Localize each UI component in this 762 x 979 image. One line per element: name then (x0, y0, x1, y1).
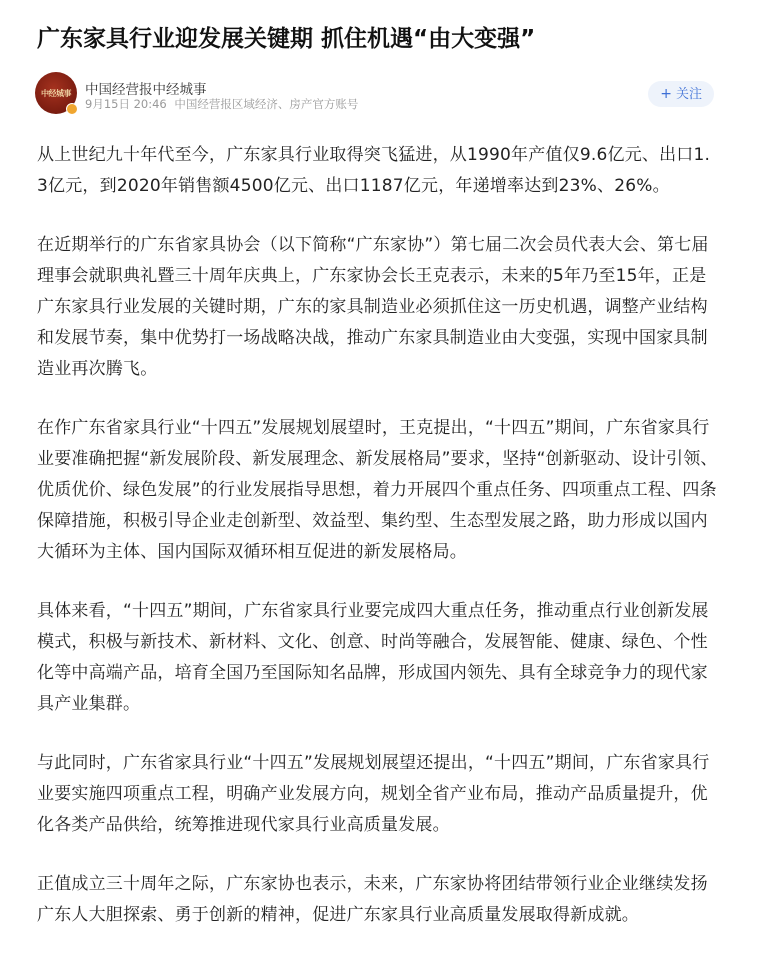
article-paragraph: 在作广东省家具行业“十四五”发展规划展望时，王克提出，“十四五”期间，广东省家具行业要准确把握“新发展阶段、新发展理念、新发展格局”要求，坚持“创新驱动、设计引领、优质优价、绿色发展”的行业发展指导思想，着力开展四个重点任务、四项重点工程、四条保障措施，积极引导企业走创新型、效益型、集约型、生态型发展之路，助力形成以国内大循环为主体、国内国际双循环相互促进的新发展格局。 (37, 418, 718, 562)
publish-date: 9月15日 20:46 (85, 97, 167, 111)
author-subline (85, 96, 358, 112)
avatar-logo-text: 中经城事 (41, 87, 71, 98)
article-paragraph: 正值成立三十周年之际，广东家协也表示，未来，广东家协将团结带领行业企业继续发扬广东人大胆探索、勇于创新的精神，促进广东家具行业高质量发展取得新成就。 (37, 874, 708, 925)
article-paragraph: 在近期举行的广东省家具协会（以下简称“广东家协”）第七届二次会员代表大会、第七届理事会就职典礼暨三十周年庆典上，广东家协会长王克表示，未来的5年乃至15年，正是广东家具行业发展的关键时期，广东的家具制造业必须抓住这一历史机遇，调整产业结构和发展节奏，集中优势打一场战略决战，推动广东家具制造业由大变强，实现中国家具制造业再次腾飞。 (37, 235, 709, 379)
article-paragraph: 与此同时，广东省家具行业“十四五”发展规划展望还提出，“十四五”期间，广东省家具行业要实施四项重点工程，明确产业发展方向，规划全省产业布局，推动产品质量提升，优化各类产品供给，统筹推进现代家具行业高质量发展。 (37, 753, 710, 835)
author-description: 中国经营报区域经济、房产官方账号 (174, 97, 359, 111)
author-name[interactable]: 中国经营报中经城事 (85, 82, 207, 98)
verified-badge-icon (66, 103, 78, 115)
article-paragraph: 从上世纪九十年代至今，广东家具行业取得突飞猛进，从1990年产值仅9.6亿元、出口1.3亿元，到2020年销售额4500亿元、出口1187亿元，年递增率达到23%、26%。 (37, 145, 711, 196)
plus-icon: + (660, 86, 672, 102)
follow-label: 关注 (675, 87, 702, 102)
article-title: 广东家具行业迎发展关键期 抓住机遇“由大变强” (37, 26, 536, 52)
article-body (37, 140, 721, 959)
follow-button[interactable] (648, 81, 714, 107)
author-bar (35, 72, 725, 116)
article-paragraph: 具体来看，“十四五”期间，广东省家具行业要完成四大重点任务，推动重点行业创新发展模式，积极与新技术、新材料、文化、创意、时尚等融合，发展智能、健康、绿色、个性化等中高端产品，培育全国乃至国际知名品牌，形成国内领先、具有全球竞争力的现代家具产业集群。 (37, 601, 709, 714)
